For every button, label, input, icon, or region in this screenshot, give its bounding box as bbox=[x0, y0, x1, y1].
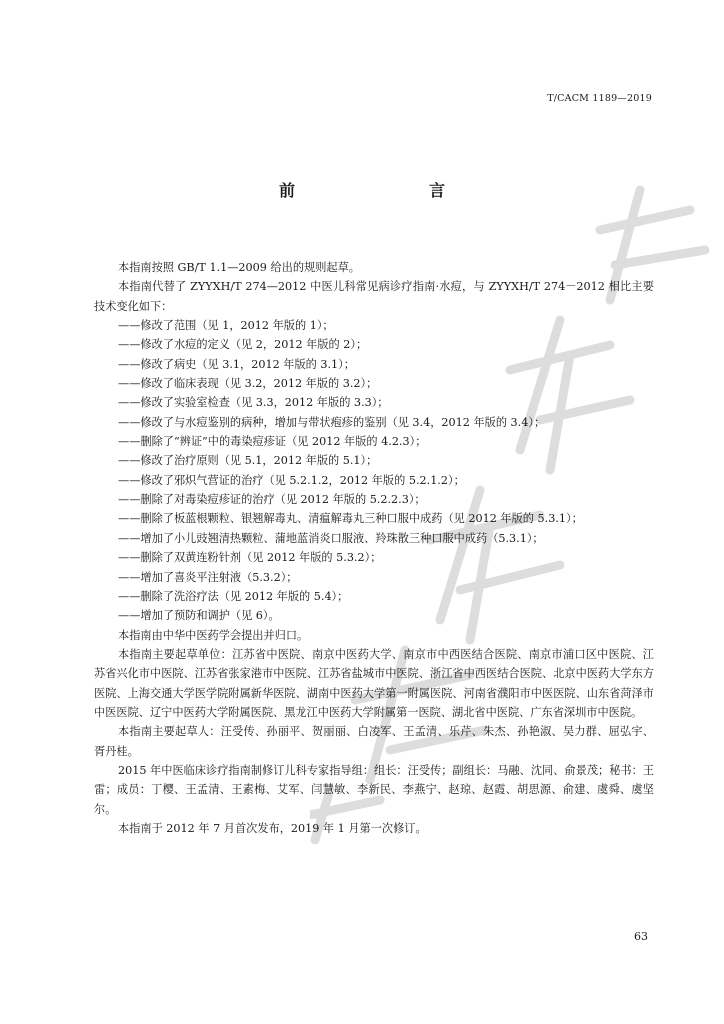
paragraph-publication-history: 本指南于 2012 年 7 月首次发布，2019 年 1 月第一次修订。 bbox=[118, 821, 427, 835]
change-item: ——增加了小儿豉翘清热颗粒、蒲地蓝消炎口服液、羚珠散三种口服中成药（5.3.1）； bbox=[118, 531, 544, 545]
change-item: ——删除了“辨证”中的毒染痘疹证（见 2012 年版的 4.2.3）； bbox=[118, 435, 427, 449]
document-body bbox=[94, 258, 654, 838]
paragraph-drafting-units: 本指南主要起草单位：江苏省中医院、南京中医药大学、南京市中西医结合医院、南京市浦口区中医院、江苏省兴化市中医院、江苏省张家港市中医院、江苏省盐城市中医院、浙江省中西医结合医院、北京中医药大学东方医院、上海交通大学医学院附属新华医院、湖南中医药大学第一附属医院、河南省濮阳市中医医院、山东省菏泽市中医医院、辽宁中医药大学附属医院、黑龙江中医药大学附属第一医院、湖北省中医院、广东省深圳市中医院。 bbox=[94, 647, 654, 719]
change-item: ——修改了临床表现（见 3.2，2012 年版的 3.2）； bbox=[118, 377, 378, 391]
change-item: ——修改了治疗原则（见 5.1，2012 年版的 5.1）； bbox=[118, 454, 378, 468]
paragraph-replacement: 本指南代替了 ZYYXH/T 274—2012 中医儿科常见病诊疗指南·水痘，与 ZYYXH/T 274－2012 相比主要技术变化如下： bbox=[94, 280, 654, 313]
paragraph-expert-group: 2015 年中医临床诊疗指南制修订儿科专家指导组：组长：汪受传；副组长：马融、沈同、俞景茂；秘书：王雷；成员：丁樱、王孟清、王素梅、艾军、闫慧敏、李新民、李燕宁、赵琼、赵霞、胡思源、俞建、虞舜、虞坚尔。 bbox=[94, 763, 654, 816]
change-item: ——删除了对毒染痘疹证的治疗（见 2012 年版的 5.2.2.3）； bbox=[118, 493, 426, 507]
paragraph-drafting-rules: 本指南按照 GB/T 1.1—2009 给出的规则起草。 bbox=[118, 261, 360, 274]
paragraph-drafters: 本指南主要起草人：汪受传、孙丽平、贺丽丽、白凌军、王孟清、乐芹、朱杰、孙艳淑、吴力群、屈弘宇、胥丹桂。 bbox=[94, 725, 654, 758]
change-item: ——修改了与水痘鉴别的病种，增加与带状疱疹的鉴别（见 3.4，2012 年版的 3.4）； bbox=[118, 415, 546, 429]
change-item: ——修改了实验室检查（见 3.3，2012 年版的 3.3）； bbox=[118, 396, 389, 410]
change-item: ——删除了洗浴疗法（见 2012 年版的 5.4）； bbox=[118, 589, 349, 603]
page-number: 63 bbox=[634, 930, 648, 943]
change-item: ——增加了预防和调护（见 6）。 bbox=[118, 609, 280, 623]
change-item: ——增加了喜炎平注射液（5.3.2）； bbox=[118, 570, 298, 584]
paragraph-proposer: 本指南由中华中医药学会提出并归口。 bbox=[118, 628, 309, 642]
page-title: 前 言 bbox=[278, 181, 479, 200]
change-item: ——修改了水痘的定义（见 2，2012 年版的 2）； bbox=[118, 338, 368, 352]
change-item: ——修改了邪炽气营证的治疗（见 5.2.1.2，2012 年版的 5.2.1.2）； bbox=[118, 473, 465, 487]
change-item: ——修改了范围（见 1，2012 年版的 1）； bbox=[118, 319, 334, 333]
change-item: ——删除了双黄连粉针剂（见 2012 年版的 5.3.2）； bbox=[118, 551, 382, 565]
change-item: ——删除了板蓝根颗粒、银翘解毒丸、清瘟解毒丸三种口服中成药（见 2012 年版的 5.3.1）； bbox=[118, 512, 583, 526]
standard-code: T/CACM 1189—2019 bbox=[547, 93, 652, 104]
change-item: ——修改了病史（见 3.1，2012 年版的 3.1）； bbox=[118, 357, 355, 371]
